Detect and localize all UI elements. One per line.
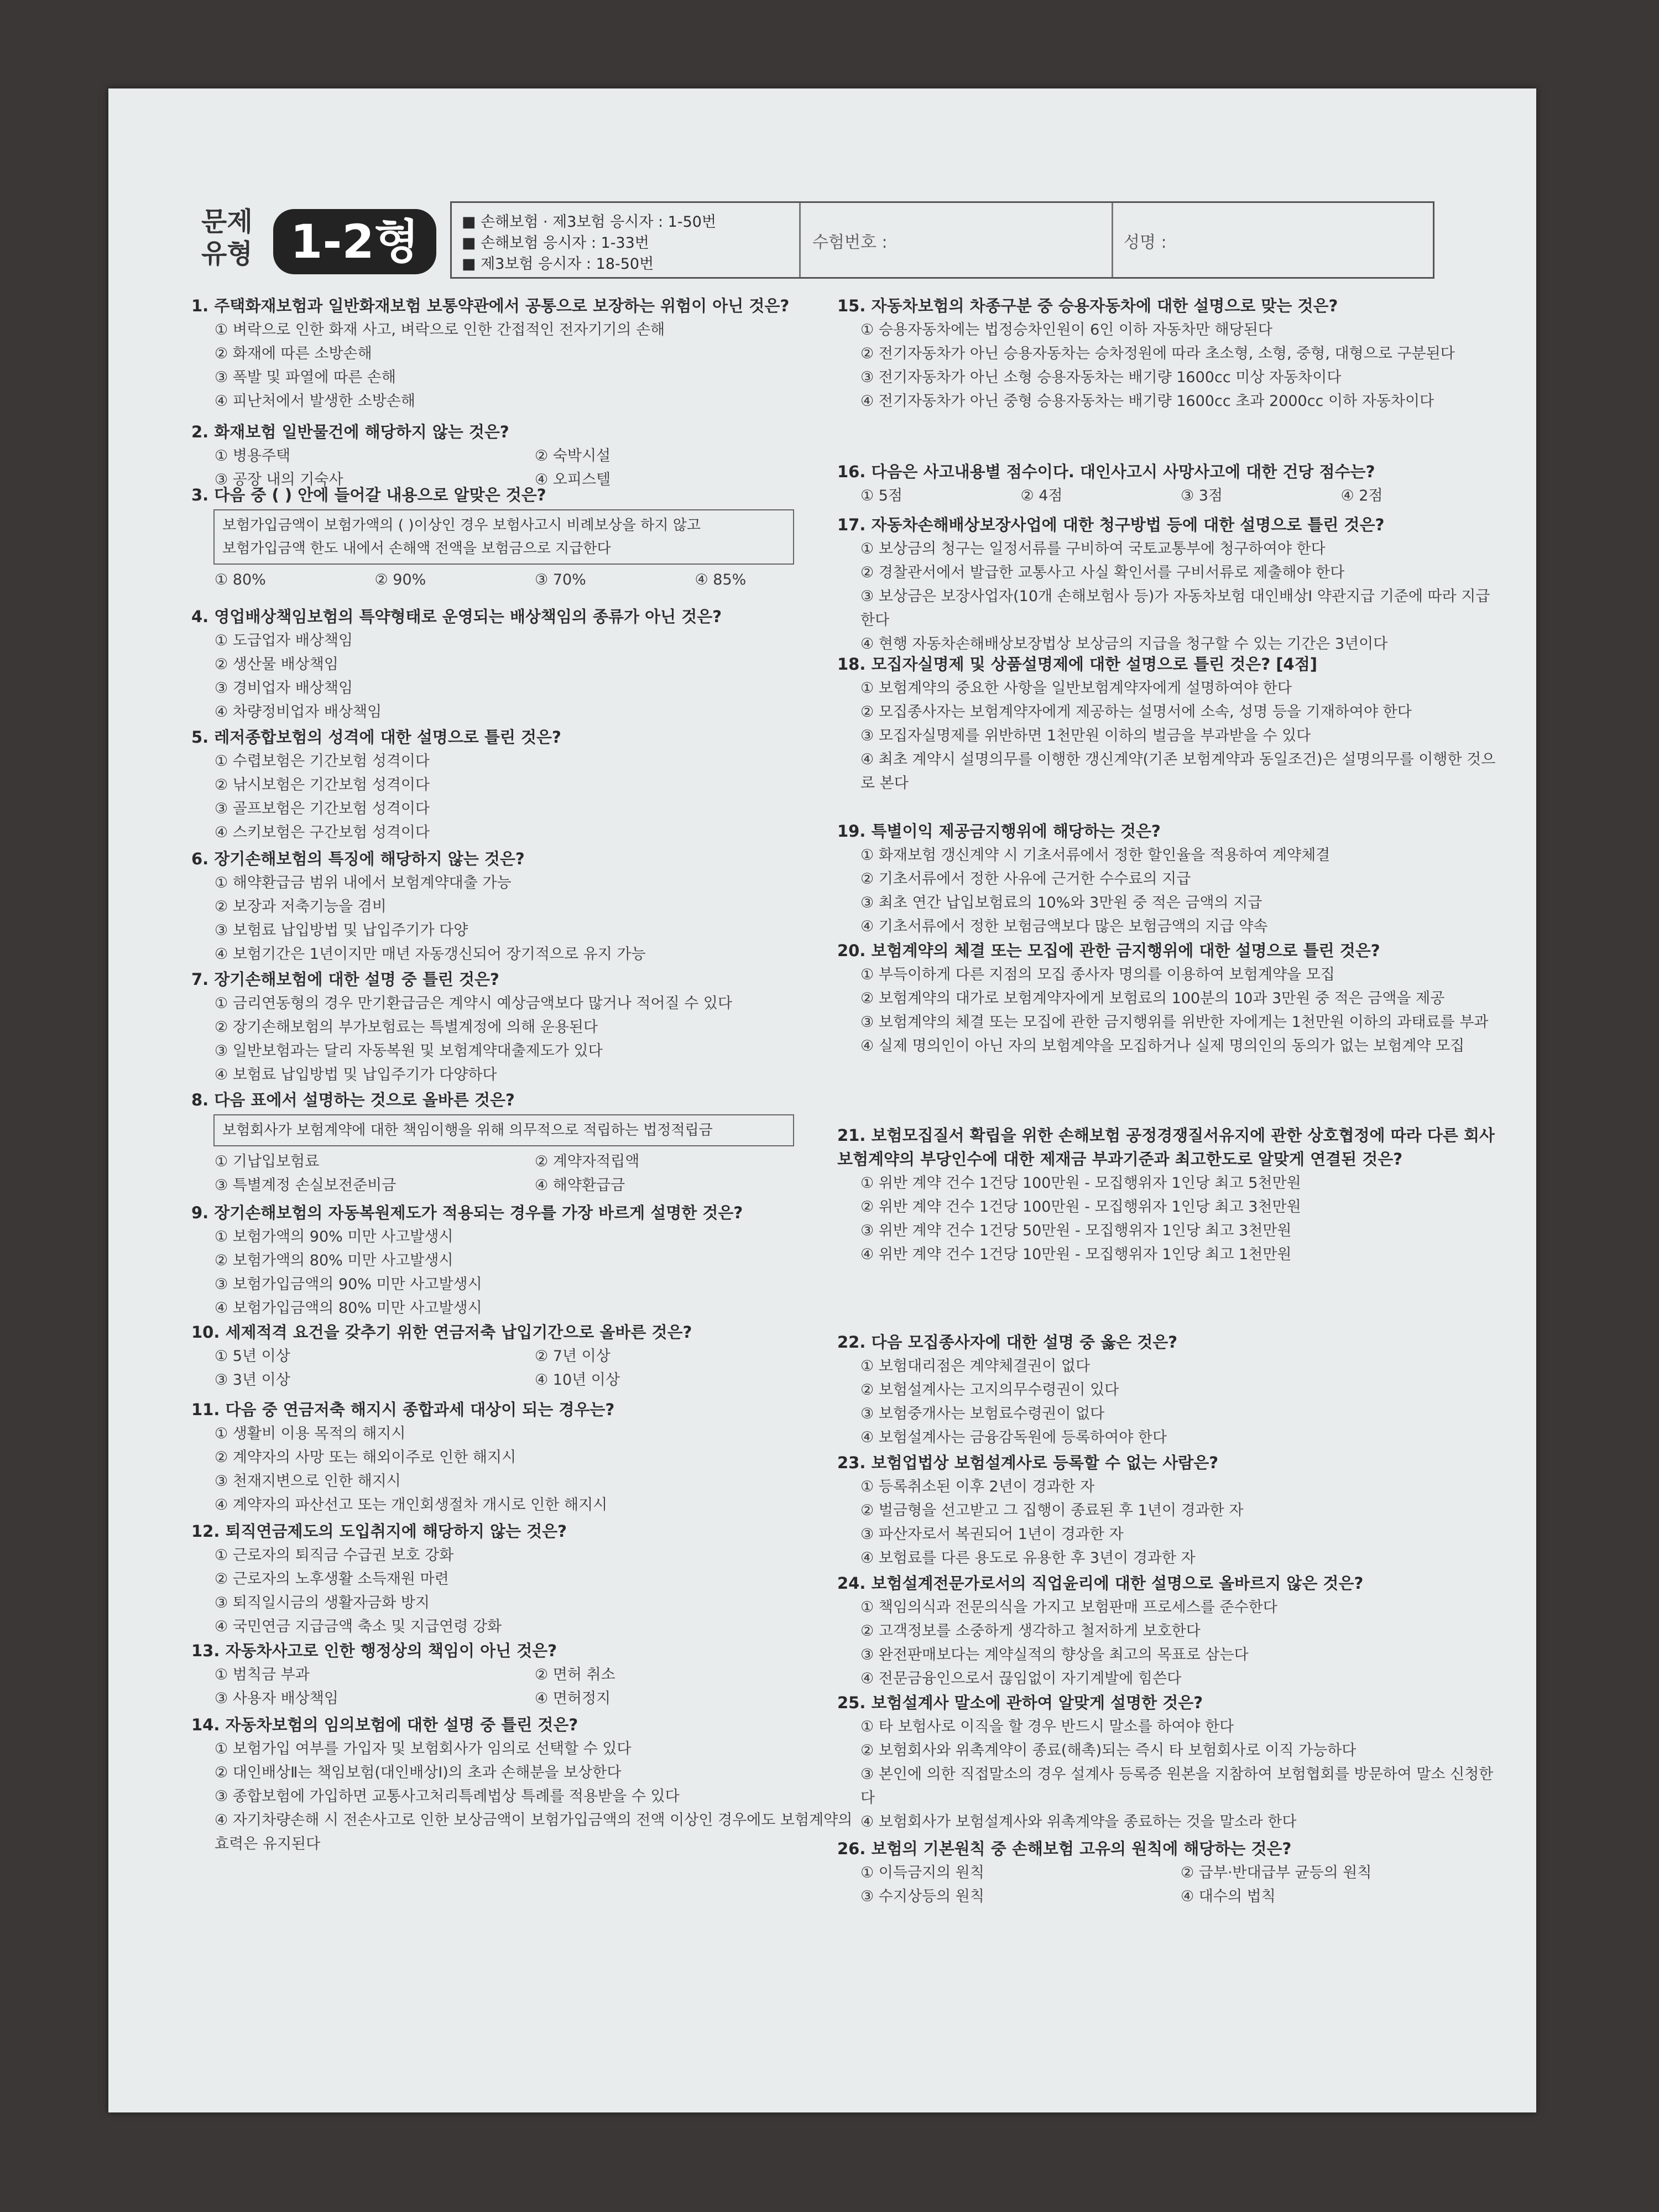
question-item [837,1331,1501,1449]
question-item [191,1520,855,1639]
answer-choice[interactable]: ① 책임의식과 전문의식을 가지고 보험판매 프로세스를 준수한다 [860,1599,1277,1616]
question-item [191,1713,855,1856]
answer-choices [191,1225,855,1320]
answer-choice[interactable]: ② 계약자적립액 [535,1153,640,1170]
answer-choice[interactable]: ① 벼락으로 인한 화재 사고, 벼락으로 인한 간접적인 전자기기의 손해 [215,321,665,338]
answer-choice[interactable]: ③ 보험가입금액의 90% 미만 사고발생시 [215,1276,482,1293]
passage-line: 보험가입금액이 보험가액의 ( )이상인 경우 보험사고시 비례보상을 하지 않고 [222,517,701,534]
answer-choice[interactable]: ① 이득금지의 원칙 [860,1864,984,1881]
answer-choice[interactable]: ④ 피난처에서 발생한 소방손해 [215,393,415,410]
answer-choice[interactable]: ② 생산물 배상책임 [215,656,338,673]
answer-choice[interactable]: ② 고객정보를 소중하게 생각하고 철저하게 보호한다 [860,1623,1201,1640]
answer-choice[interactable]: ④ 계약자의 파산선고 또는 개인회생절차 개시로 인한 해지시 [215,1496,608,1514]
answer-choice[interactable]: ① 승용자동차에는 법정승차인원이 6인 이하 자동차만 해당된다 [860,321,1272,338]
answer-choice[interactable]: ④ 오피스텔 [535,471,611,488]
answer-choice[interactable]: ② 보험회사와 위촉계약이 종료(해촉)되는 즉시 타 보험회사로 이직 가능하다 [860,1742,1357,1759]
answer-choice[interactable]: ④ 전문금융인으로서 끊임없이 자기계발에 힘쓴다 [860,1670,1182,1687]
answer-choice[interactable]: ② 급부·반대급부 균등의 원칙 [1181,1864,1372,1881]
answer-choice[interactable]: ② 4점 [1020,487,1063,504]
exam-paper [108,88,1536,2112]
answer-choice[interactable]: ① 보상금의 청구는 일정서류를 구비하여 국토교통부에 청구하여야 한다 [860,540,1326,557]
question-title: 19. 특별이익 제공금지행위에 해당하는 것은? [837,822,1161,841]
answer-choice[interactable]: ② 90% [374,571,426,588]
answer-choices [837,1475,1501,1570]
answer-choice[interactable]: ② 계약자의 사망 또는 해외이주로 인한 해지시 [215,1449,517,1466]
passage-line: 보험가입금액 한도 내에서 손해액 전액을 보험금으로 지급한다 [222,540,611,557]
answer-choice[interactable]: ② 면허 취소 [535,1666,615,1683]
question-item [191,1321,855,1392]
answer-choice[interactable]: ④ 전기자동차가 아닌 중형 승용자동차는 배기량 1600cc 초과 2000cc 이하 자동차이다 [860,393,1434,410]
answer-choice[interactable]: ① 근로자의 퇴직금 수급권 보호 강화 [215,1547,454,1564]
question-title: 20. 보험계약의 체결 또는 모집에 관한 금지행위에 대한 설명으로 틀린 것은? [837,941,1380,960]
question-item [837,294,1501,413]
question-title: 1. 주택화재보험과 일반화재보험 보통약관에서 공통으로 보장하는 위험이 아닌 것은? [191,296,790,315]
answer-choice[interactable]: ② 경찰관서에서 발급한 교통사고 사실 확인서를 구비서류로 제출해야 한다 [860,564,1345,581]
answer-choices [191,318,855,413]
question-title: 11. 다음 중 연금저축 해지시 종합과세 대상이 되는 경우는? [191,1400,615,1419]
answer-choices [837,843,1501,938]
question-title: 25. 보험설계사 말소에 관하여 알맞게 설명한 것은? [837,1693,1203,1712]
answer-choice[interactable]: ③ 모집자실명제를 위반하면 1천만원 이하의 벌금을 부과받을 수 있다 [860,727,1311,744]
question-type-label: 문제 유형 [201,206,253,269]
answer-choice[interactable]: ① 기납입보험료 [215,1153,320,1170]
answer-choice[interactable]: ③ 사용자 배상책임 [215,1690,338,1707]
answer-choice[interactable]: ④ 2점 [1340,487,1383,504]
answer-choices [191,568,855,592]
answer-choice[interactable]: ① 타 보험사로 이직을 할 경우 반드시 말소를 하여야 한다 [860,1718,1234,1735]
answer-choice[interactable]: ③ 보상금은 보장사업자(10개 손해보험사 등)가 자동차보험 대인배상Ⅰ 약관지급 기준에 따라 지급한다 [860,588,1490,629]
answer-choice[interactable]: ② 7년 이상 [535,1348,611,1365]
answer-choice[interactable]: ① 금리연동형의 경우 만기환급금은 계약시 예상금액보다 많거나 적어질 수 있다 [215,995,733,1012]
answer-choice[interactable]: ④ 차량정비업자 배상책임 [215,703,382,721]
answer-choice[interactable]: ④ 면허정지 [535,1690,611,1707]
answer-choice[interactable]: ④ 현행 자동차손해배상보장법상 보상금의 지급을 청구할 수 있는 기간은 3년이다 [860,635,1388,653]
answer-choice[interactable]: ② 보험가액의 80% 미만 사고발생시 [215,1252,453,1269]
answer-choice[interactable]: ① 5점 [860,487,903,504]
answer-choices [191,1150,855,1197]
question-title: 15. 자동차보험의 차종구분 중 승용자동차에 대한 설명으로 맞는 것은? [837,296,1338,315]
answer-choice[interactable]: ③ 보험계약의 체결 또는 모집에 관한 금지행위를 위반한 자에게는 1천만원 이하의 과태료를 부과 [860,1014,1489,1031]
question-item [191,1639,855,1710]
question-title: 24. 보험설계전문가로서의 직업윤리에 대한 설명으로 올바르지 않은 것은? [837,1574,1364,1593]
question-item [191,483,855,592]
question-item [191,847,855,966]
answer-choice[interactable]: ④ 보험기간은 1년이지만 매년 자동갱신되어 장기적으로 유지 가능 [215,946,646,963]
question-item [191,294,855,413]
answer-choice[interactable]: ④ 자기차량손해 시 전손사고로 인한 보상금액이 보험가입금액의 전액 이상인 경우에도 보험계약의 효력은 유지된다 [215,1812,853,1853]
answer-choice[interactable]: ② 근로자의 노후생활 소득재원 마련 [215,1571,449,1588]
exam-header [201,199,1562,282]
answer-choices [191,1663,855,1710]
answer-choice[interactable]: ① 부득이하게 다른 지점의 모집 종사자 명의를 이용하여 보험계약을 모집 [860,966,1335,983]
answer-choice[interactable]: ① 위반 계약 건수 1건당 100만원 - 모집행위자 1인당 최고 5천만원 [860,1175,1301,1192]
answer-choice[interactable]: ④ 스키보험은 구간보험 성격이다 [215,824,430,841]
answer-choice[interactable]: ① 보험가입 여부를 가입자 및 보험회사가 임의로 선택할 수 있다 [215,1740,632,1757]
answer-choices [837,1171,1501,1266]
answer-choices [837,1715,1501,1834]
question-item [837,1124,1501,1266]
answer-choice[interactable]: ④ 보험료를 다른 용도로 유용한 후 3년이 경과한 자 [860,1550,1196,1567]
answer-choice[interactable]: ④ 위반 계약 건수 1건당 10만원 - 모집행위자 1인당 최고 1천만원 [860,1246,1292,1263]
answer-choice[interactable]: ③ 특별계정 손실보전준비금 [215,1177,397,1194]
answer-choice[interactable]: ② 보험계약의 대가로 보험계약자에게 보험료의 100분의 10과 3만원 중 적은 금액을 제공 [860,990,1445,1007]
answer-choice[interactable]: ③ 종합보험에 가입하면 교통사고처리특례법상 특례를 적용받을 수 있다 [215,1788,680,1805]
answer-choice[interactable]: ① 보험대리점은 계약체결권이 없다 [860,1358,1091,1375]
answer-choice[interactable]: ① 병용주택 [215,447,291,465]
answer-choice[interactable]: ③ 경비업자 배상책임 [215,680,353,697]
answer-choice[interactable]: ② 숙박시설 [535,447,611,465]
question-item [191,968,855,1087]
question-passage-box [213,1114,794,1146]
answer-choice[interactable]: ② 기초서류에서 정한 사유에 근거한 수수료의 지급 [860,870,1191,888]
answer-choice[interactable]: ② 모집종사자는 보험계약자에게 제공하는 설명서에 소속, 성명 등을 기재하여야 한다 [860,703,1412,721]
question-item [191,726,855,844]
answer-choice[interactable]: ① 등록취소된 이후 2년이 경과한 자 [860,1478,1095,1495]
applicant-info-box [450,201,1434,279]
answer-choice[interactable]: ① 수렵보험은 기간보험 성격이다 [215,753,430,770]
question-title: 14. 자동차보험의 임의보험에 대한 설명 중 틀린 것은? [191,1715,578,1734]
answer-choice[interactable]: ③ 위반 계약 건수 1건당 50만원 - 모집행위자 1인당 최고 3천만원 [860,1222,1292,1239]
question-item [837,1691,1501,1834]
question-title: 21. 보험모집질서 확립을 위한 손해보험 공정경쟁질서유지에 관한 상호협정에 따라 다른 회사 보험계약의 부당인수에 대한 제재금 부과기준과 최고한도로 알맞게 연결된 것은? [837,1126,1495,1168]
answer-choices [191,1422,855,1517]
answer-choices [837,1354,1501,1449]
answer-choice[interactable]: ③ 전기자동차가 아닌 소형 승용자동차는 배기량 1600cc 미상 자동차이다 [860,369,1342,386]
answer-choices [191,749,855,844]
answer-choice[interactable]: ① 보험가액의 90% 미만 사고발생시 [215,1228,453,1245]
name-field[interactable]: 성명 : [1124,233,1167,252]
question-title: 18. 모집자실명제 및 상품설명제에 대한 설명으로 틀린 것은? [4점] [837,655,1317,674]
applicant-range-line: ■ 손해보험 · 제3보험 응시자 : 1-50번 [462,213,717,231]
answer-choice[interactable]: ② 대인배상Ⅱ는 책임보험(대인배상Ⅰ)의 초과 손해분을 보상한다 [215,1764,622,1781]
question-title: 8. 다음 표에서 설명하는 것으로 올바른 것은? [191,1091,515,1109]
answer-choices [837,537,1501,656]
question-title: 6. 장기손해보험의 특징에 해당하지 않는 것은? [191,849,525,868]
answer-choice[interactable]: ③ 폭발 및 파열에 따른 손해 [215,369,396,386]
question-item [837,820,1501,938]
answer-choice[interactable]: ② 벌금형을 선고받고 그 집행이 종료된 후 1년이 경과한 자 [860,1502,1244,1519]
question-item [837,1451,1501,1570]
answer-choice[interactable]: ③ 3년 이상 [215,1371,290,1389]
question-item [191,1088,855,1197]
question-title: 2. 화재보험 일반물건에 해당하지 않는 것은? [191,422,509,441]
answer-choice[interactable]: ① 보험계약의 중요한 사항을 일반보험계약자에게 설명하여야 한다 [860,680,1292,697]
answer-choice[interactable]: ① 5년 이상 [215,1348,290,1365]
question-title: 10. 세제적격 요건을 갖추기 위한 연금저축 납입기간으로 올바른 것은? [191,1323,692,1342]
divider [1112,203,1113,277]
answer-choice[interactable]: ④ 10년 이상 [535,1371,620,1389]
answer-choice[interactable]: ① 범칙금 부과 [215,1666,310,1683]
question-title: 5. 레저종합보험의 성격에 대한 설명으로 틀린 것은? [191,728,561,747]
answer-choices [837,676,1501,795]
question-title: 26. 보험의 기본원칙 중 손해보험 고유의 원칙에 해당하는 것은? [837,1839,1292,1858]
answer-choices [191,992,855,1087]
answer-choice[interactable]: ③ 본인에 의한 직접말소의 경우 설계사 등록증 원본을 지참하여 보험협회를 방문하여 말소 신청한다 [860,1766,1494,1807]
answer-choices [191,1344,855,1392]
answer-choice[interactable]: ③ 보험중개사는 보험료수령권이 없다 [860,1405,1105,1422]
answer-choice[interactable]: ③ 3점 [1181,487,1223,504]
question-title: 13. 자동차사고로 인한 행정상의 책임이 아닌 것은? [191,1641,557,1660]
answer-choice[interactable]: ② 전기자동차가 아닌 승용자동차는 승차정원에 따라 초소형, 소형, 중형, 대형으로 구분된다 [860,345,1455,362]
answer-choice[interactable]: ③ 천재지변으로 인한 해지시 [215,1473,401,1490]
question-item [837,653,1501,795]
answer-choices [191,1543,855,1639]
answer-choice[interactable]: ② 보험설계사는 고지의무수령권이 있다 [860,1381,1119,1399]
answer-choice[interactable]: ④ 실제 명의인이 아닌 자의 보험계약을 모집하거나 실제 명의인의 동의가 없는 보험계약 모집 [860,1037,1465,1055]
question-item [837,1572,1501,1691]
answer-choices [191,629,855,724]
answer-choice[interactable]: ④ 국민연금 지급금액 축소 및 지급연령 강화 [215,1618,502,1635]
question-title: 7. 장기손해보험에 대한 설명 중 틀린 것은? [191,970,499,989]
question-item [191,605,855,724]
answer-choices [191,1737,855,1856]
answer-choice[interactable]: ③ 파산자로서 복권되어 1년이 경과한 자 [860,1526,1124,1543]
applicant-range-line: ■ 손해보험 응시자 : 1-33번 [462,234,649,252]
question-title: 12. 퇴직연금제도의 도입취지에 해당하지 않는 것은? [191,1522,567,1541]
answer-choice[interactable]: ③ 퇴직일시금의 생활자금화 방지 [215,1594,430,1611]
answer-choice[interactable]: ② 화재에 따른 소방손해 [215,345,372,362]
answer-choice[interactable]: ③ 공장 내의 기숙사 [215,471,343,488]
divider [799,203,801,277]
answer-choice[interactable]: ③ 수지상등의 원칙 [860,1888,984,1905]
answer-choice[interactable]: ① 해약환급금 범위 내에서 보험계약대출 가능 [215,874,512,891]
question-title: 17. 자동차손해배상보장사업에 대한 청구방법 등에 대한 설명으로 틀린 것은? [837,515,1385,534]
question-item [191,1201,855,1320]
answer-choice[interactable]: ④ 기초서류에서 정한 보험금액보다 많은 보험금액의 지급 약속 [860,918,1268,935]
question-title: 16. 다음은 사고내용별 점수이다. 대인사고시 사망사고에 대한 건당 점수는? [837,462,1375,481]
answer-choice[interactable]: ② 위반 계약 건수 1건당 100만원 - 모집행위자 1인당 최고 3천만원 [860,1198,1301,1215]
question-title: 9. 장기손해보험의 자동복원제도가 적용되는 경우를 가장 바르게 설명한 것은? [191,1203,743,1222]
answer-choice[interactable]: ④ 85% [695,571,747,588]
answer-choice[interactable]: ② 보장과 저축기능을 겸비 [215,898,387,915]
answer-choices [837,1861,1501,1908]
question-type-badge: 1-2형 [273,209,436,274]
answer-choice[interactable]: ③ 70% [535,571,586,588]
question-title: 3. 다음 중 ( ) 안에 들어갈 내용으로 알맞은 것은? [191,486,546,504]
answer-choice[interactable]: ③ 골프보험은 기간보험 성격이다 [215,800,430,817]
answer-choice[interactable]: ② 장기손해보험의 부가보험료는 특별계정에 의해 운용된다 [215,1019,598,1036]
answer-choice[interactable]: ④ 보험설계사는 금융감독원에 등록하여야 한다 [860,1429,1167,1446]
answer-choices [191,871,855,966]
answer-choice[interactable]: ③ 일반보험과는 달리 자동복원 및 보험계약대출제도가 있다 [215,1042,603,1060]
answer-choices [837,484,1501,508]
answer-choice[interactable]: ① 화재보험 갱신계약 시 기초서류에서 정한 할인율을 적용하여 계약체결 [860,847,1331,864]
passage-line: 보험회사가 보험계약에 대한 책임이행을 위해 의무적으로 적립하는 법정적립금 [222,1122,713,1139]
question-title: 23. 보험업법상 보험설계사로 등록할 수 없는 사람은? [837,1453,1219,1472]
question-item [837,1837,1501,1908]
answer-choice[interactable]: ① 80% [215,571,266,588]
question-item [837,460,1501,508]
answer-choices [837,963,1501,1058]
answer-choice[interactable]: ④ 대수의 법칙 [1181,1888,1276,1905]
answer-choices [837,318,1501,413]
answer-choice[interactable]: ② 낚시보험은 기간보험 성격이다 [215,776,430,794]
answer-choice[interactable]: ③ 보험료 납입방법 및 납입주기가 다양 [215,922,468,939]
answer-choice[interactable]: ④ 최초 계약시 설명의무를 이행한 갱신계약(기존 보험계약과 동일조건)은 설명의무를 이행한 것으로 본다 [860,751,1496,792]
question-item [191,420,855,492]
answer-choice[interactable]: ④ 보험회사가 보험설계사와 위촉계약을 종료하는 것을 말소라 한다 [860,1813,1297,1830]
question-item [837,939,1501,1058]
answer-choice[interactable]: ④ 보험가입금액의 80% 미만 사고발생시 [215,1300,482,1317]
answer-choice[interactable]: ④ 해약환급금 [535,1177,625,1194]
question-passage-box [213,509,794,565]
question-title: 22. 다음 모집종사자에 대한 설명 중 옳은 것은? [837,1333,1178,1352]
applicant-range-line: ■ 제3보험 응시자 : 18-50번 [462,255,654,273]
answer-choice[interactable]: ① 생활비 이용 목적의 해지시 [215,1425,406,1442]
question-item [191,1398,855,1517]
answer-choice[interactable]: ① 도급업자 배상책임 [215,632,353,649]
answer-choice[interactable]: ④ 보험료 납입방법 및 납입주기가 다양하다 [215,1066,497,1083]
question-title: 4. 영업배상책임보험의 특약형태로 운영되는 배상책임의 종류가 아닌 것은? [191,607,722,626]
question-item [837,513,1501,656]
answer-choice[interactable]: ③ 완전판매보다는 계약실적의 향상을 최고의 목표로 삼는다 [860,1646,1249,1663]
exam-number-field[interactable]: 수험번호 : [812,233,888,252]
applicant-ranges [462,212,794,275]
answer-choice[interactable]: ③ 최초 연간 납입보험료의 10%와 3만원 중 적은 금액의 지급 [860,894,1262,911]
answer-choices [837,1595,1501,1691]
